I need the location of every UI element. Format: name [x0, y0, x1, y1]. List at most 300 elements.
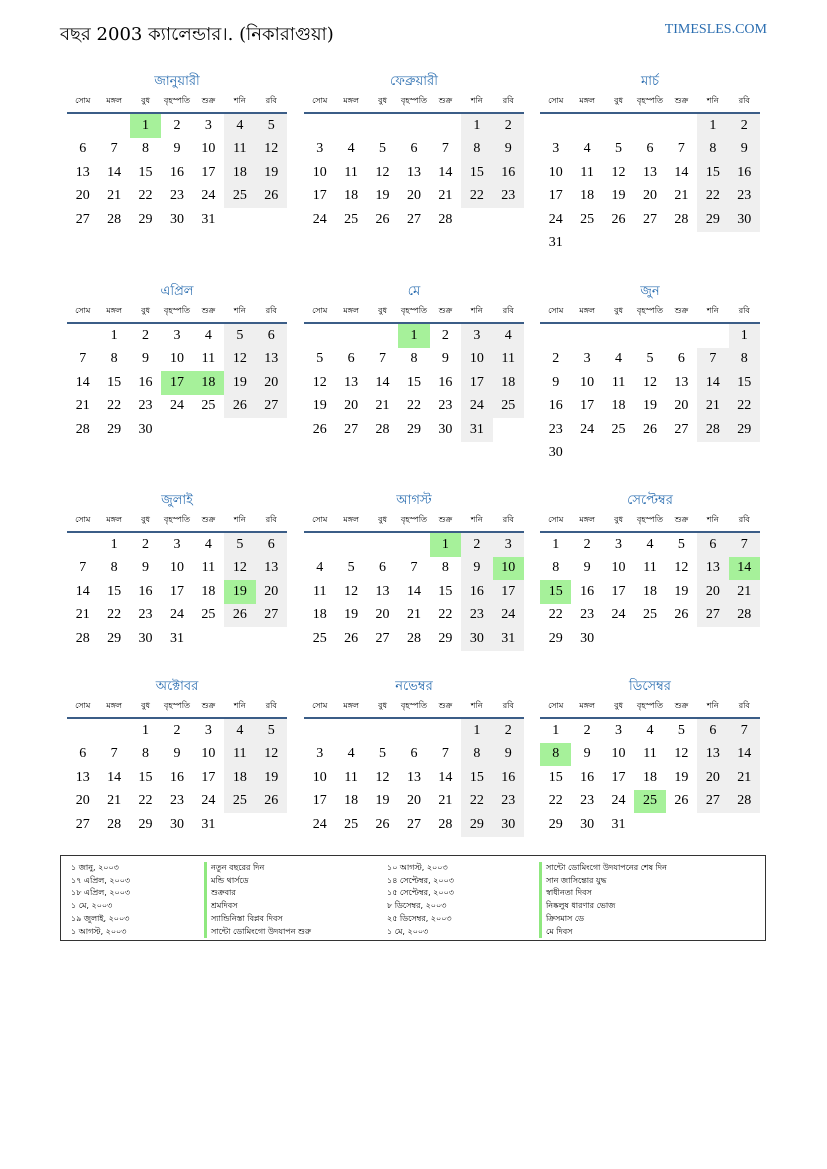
- day-cell: 29: [548, 630, 563, 646]
- month-grid: [304, 300, 524, 442]
- weekday-header: বুধ: [367, 90, 398, 113]
- day-cell: 6: [347, 351, 355, 367]
- weekday-header: শনি: [224, 90, 255, 113]
- day-cell: 18: [224, 766, 255, 790]
- day-cell: 4: [224, 718, 255, 743]
- week-row: [67, 557, 287, 581]
- day-cell: 19: [224, 371, 255, 395]
- day-cell: 10: [461, 348, 492, 372]
- month-1: [67, 72, 287, 232]
- week-row: [540, 604, 760, 628]
- day-cell: 10: [493, 557, 524, 581]
- weekday-header: রবি: [256, 695, 287, 718]
- empty-cell: [493, 418, 524, 442]
- week-row: [304, 348, 524, 372]
- day-cell: 8: [697, 138, 728, 162]
- page-title: বছর 2003 ক্যালেন্ডার।. (নিকারাগুয়া): [60, 24, 334, 45]
- day-cell: 25: [642, 607, 657, 623]
- day-cell: 30: [169, 211, 184, 227]
- weekday-header: মঙ্গল: [335, 695, 366, 718]
- weekday-header: মঙ্গল: [571, 300, 602, 323]
- day-cell: 7: [729, 532, 760, 557]
- week-row: [67, 790, 287, 814]
- weekday-header: বুধ: [603, 90, 634, 113]
- weekday-header: মঙ্গল: [98, 695, 129, 718]
- holiday-date: ৮ ডিসেম্বর, ২০০৩: [387, 901, 447, 911]
- day-cell: 20: [75, 188, 90, 204]
- week-row: [304, 743, 524, 767]
- day-cell: 13: [406, 769, 421, 785]
- weekday-header: বুধ: [367, 300, 398, 323]
- day-cell: 12: [256, 138, 287, 162]
- week-row: [304, 627, 524, 651]
- weekday-header: রবি: [493, 695, 524, 718]
- week-row: [540, 580, 760, 604]
- month-grid: [67, 90, 287, 232]
- week-row: [304, 395, 524, 419]
- day-cell: 15: [461, 766, 492, 790]
- week-row: [540, 557, 760, 581]
- day-cell: 3: [316, 141, 324, 157]
- empty-cell: [67, 323, 98, 348]
- day-cell: 31: [201, 816, 216, 832]
- day-cell: 21: [107, 188, 122, 204]
- day-cell: 14: [75, 374, 90, 390]
- holiday-name: নতুন বছরের দিন: [204, 862, 311, 875]
- day-cell: 11: [201, 560, 216, 576]
- empty-cell: [540, 323, 571, 348]
- day-cell: 1: [110, 327, 118, 343]
- day-cell: 17: [169, 583, 184, 599]
- weekday-header: বুধ: [130, 90, 161, 113]
- month-3: [540, 72, 760, 255]
- empty-cell: [729, 442, 760, 466]
- day-cell: 21: [375, 398, 390, 414]
- month-10: [67, 677, 287, 837]
- day-cell: 20: [344, 398, 359, 414]
- day-cell: 30: [729, 208, 760, 232]
- day-cell: 21: [438, 793, 453, 809]
- day-cell: 25: [224, 185, 255, 209]
- day-cell: 25: [611, 421, 626, 437]
- holiday-name: সান্টো ডোমিংগো উদযাপনের শেষ দিন: [539, 862, 667, 875]
- month-grid: [540, 300, 760, 465]
- empty-cell: [161, 418, 192, 442]
- week-row: [67, 395, 287, 419]
- day-cell: 7: [441, 746, 449, 762]
- weekday-header: বুধ: [130, 695, 161, 718]
- month-grid: [540, 90, 760, 255]
- day-cell: 16: [580, 769, 595, 785]
- day-cell: 18: [312, 607, 327, 623]
- day-cell: 1: [142, 722, 150, 738]
- day-cell: 31: [169, 630, 184, 646]
- weekday-header: বুধ: [603, 300, 634, 323]
- day-cell: 24: [461, 395, 492, 419]
- day-cell: 20: [406, 793, 421, 809]
- day-cell: 18: [580, 188, 595, 204]
- holiday-name: সান্টো ডোমিংগো উদযাপন শুরু: [204, 926, 311, 939]
- empty-cell: [729, 232, 760, 256]
- day-cell: 26: [224, 395, 255, 419]
- day-cell: 25: [580, 211, 595, 227]
- empty-cell: [697, 323, 728, 348]
- day-cell: 21: [438, 188, 453, 204]
- day-cell: 4: [204, 327, 212, 343]
- week-row: [540, 790, 760, 814]
- day-cell: 21: [729, 766, 760, 790]
- day-cell: 19: [674, 769, 689, 785]
- day-cell: 21: [729, 580, 760, 604]
- day-cell: 30: [493, 813, 524, 837]
- weekday-header: মঙ্গল: [571, 509, 602, 532]
- day-cell: 23: [438, 398, 453, 414]
- day-cell: 11: [493, 348, 524, 372]
- day-cell: 22: [461, 790, 492, 814]
- day-cell: 7: [441, 141, 449, 157]
- month-name: সেপ্টেম্বর: [627, 493, 673, 508]
- day-cell: 28: [406, 630, 421, 646]
- weekday-header: শুক্র: [193, 300, 224, 323]
- day-cell: 27: [697, 790, 728, 814]
- weekday-header: বৃহস্পতি: [398, 300, 429, 323]
- empty-cell: [98, 113, 129, 138]
- day-cell: 4: [646, 536, 654, 552]
- empty-cell: [256, 208, 287, 232]
- day-cell: 19: [256, 161, 287, 185]
- day-cell: 30: [548, 445, 563, 461]
- empty-cell: [697, 232, 728, 256]
- empty-cell: [666, 627, 697, 651]
- holiday-date: ১৮ এপ্রিল, ২০০৩: [71, 888, 131, 898]
- day-cell: 2: [583, 722, 591, 738]
- holiday-dates-col-1: [71, 862, 130, 938]
- empty-cell: [67, 718, 98, 743]
- empty-cell: [634, 232, 665, 256]
- day-cell: 3: [316, 746, 324, 762]
- week-row: [540, 113, 760, 138]
- day-cell: 12: [312, 374, 327, 390]
- day-cell: 8: [461, 138, 492, 162]
- day-cell: 4: [316, 560, 324, 576]
- day-cell: 20: [406, 188, 421, 204]
- day-cell: 23: [548, 421, 563, 437]
- week-row: [540, 208, 760, 232]
- day-cell: 21: [107, 793, 122, 809]
- day-cell: 20: [256, 371, 287, 395]
- holiday-date: ১ মে, ২০০৩: [387, 926, 429, 936]
- empty-cell: [697, 442, 728, 466]
- day-cell: 16: [493, 161, 524, 185]
- month-8: [304, 491, 524, 651]
- day-cell: 3: [493, 532, 524, 557]
- day-cell: 8: [540, 743, 571, 767]
- weekday-header: শনি: [224, 300, 255, 323]
- weekday-header: সোম: [540, 90, 571, 113]
- week-row: [67, 718, 287, 743]
- day-cell: 5: [224, 323, 255, 348]
- day-cell: 17: [493, 580, 524, 604]
- day-cell: 5: [677, 722, 685, 738]
- week-row: [304, 580, 524, 604]
- weekday-header: বৃহস্পতি: [398, 695, 429, 718]
- week-row: [304, 185, 524, 209]
- day-cell: 14: [438, 164, 453, 180]
- day-cell: 15: [138, 769, 153, 785]
- day-cell: 20: [674, 398, 689, 414]
- empty-cell: [461, 208, 492, 232]
- week-row: [540, 627, 760, 651]
- day-cell: 3: [461, 323, 492, 348]
- day-cell: 29: [138, 816, 153, 832]
- day-cell: 26: [642, 421, 657, 437]
- empty-cell: [666, 442, 697, 466]
- day-cell: 8: [410, 351, 418, 367]
- weekday-header: শুক্র: [430, 90, 461, 113]
- day-cell: 6: [697, 532, 728, 557]
- empty-cell: [430, 113, 461, 138]
- weekday-header: বৃহস্পতি: [161, 695, 192, 718]
- holiday-list: [60, 855, 766, 941]
- day-cell: 29: [438, 630, 453, 646]
- day-cell: 23: [493, 185, 524, 209]
- weekday-header: সোম: [67, 695, 98, 718]
- day-cell: 21: [697, 395, 728, 419]
- day-cell: 3: [615, 722, 623, 738]
- month-name: জুলাই: [161, 493, 193, 508]
- day-cell: 2: [173, 117, 181, 133]
- day-cell: 10: [169, 351, 184, 367]
- day-cell: 12: [375, 769, 390, 785]
- weekday-header: বুধ: [367, 695, 398, 718]
- day-cell: 13: [697, 743, 728, 767]
- day-cell: 28: [107, 816, 122, 832]
- day-cell: 1: [461, 718, 492, 743]
- empty-cell: [729, 627, 760, 651]
- holiday-name: মে দিবস: [539, 926, 667, 939]
- day-cell: 15: [438, 583, 453, 599]
- day-cell: 8: [461, 743, 492, 767]
- month-4: [67, 282, 287, 442]
- weekday-header: রবি: [493, 509, 524, 532]
- day-cell: 5: [256, 718, 287, 743]
- weekday-header: সোম: [304, 509, 335, 532]
- week-row: [540, 442, 760, 466]
- day-cell: 14: [107, 769, 122, 785]
- week-row: [540, 743, 760, 767]
- weekday-header: রবি: [493, 90, 524, 113]
- day-cell: 11: [344, 769, 358, 785]
- day-cell: 14: [375, 374, 390, 390]
- week-row: [540, 813, 760, 837]
- day-cell: 7: [110, 746, 118, 762]
- day-cell: 7: [379, 351, 387, 367]
- weekday-header: মঙ্গল: [335, 90, 366, 113]
- empty-cell: [697, 813, 728, 837]
- week-row: [304, 557, 524, 581]
- day-cell: 14: [729, 743, 760, 767]
- day-cell: 28: [75, 421, 90, 437]
- month-name: অক্টোবর: [155, 679, 199, 694]
- month-name: ফেব্রুয়ারী: [390, 74, 438, 89]
- empty-cell: [603, 323, 634, 348]
- day-cell: 28: [107, 211, 122, 227]
- day-cell: 12: [224, 348, 255, 372]
- day-cell: 23: [138, 607, 153, 623]
- day-cell: 14: [729, 557, 760, 581]
- empty-cell: [493, 208, 524, 232]
- empty-cell: [571, 442, 602, 466]
- empty-cell: [603, 113, 634, 138]
- empty-cell: [603, 442, 634, 466]
- day-cell: 9: [729, 138, 760, 162]
- weekday-header: বুধ: [130, 509, 161, 532]
- week-row: [304, 113, 524, 138]
- day-cell: 23: [169, 188, 184, 204]
- day-cell: 26: [611, 211, 626, 227]
- week-row: [540, 371, 760, 395]
- weekday-header: সোম: [67, 509, 98, 532]
- month-name: জানুয়ারী: [154, 74, 200, 89]
- day-cell: 29: [406, 421, 421, 437]
- week-row: [304, 371, 524, 395]
- week-row: [67, 813, 287, 837]
- weekday-header: মঙ্গল: [571, 695, 602, 718]
- day-cell: 25: [634, 790, 665, 814]
- day-cell: 26: [224, 604, 255, 628]
- empty-cell: [335, 113, 366, 138]
- day-cell: 19: [344, 607, 359, 623]
- day-cell: 17: [461, 371, 492, 395]
- day-cell: 25: [493, 395, 524, 419]
- day-cell: 2: [493, 113, 524, 138]
- day-cell: 4: [224, 113, 255, 138]
- day-cell: 25: [344, 816, 359, 832]
- weekday-header: বুধ: [603, 509, 634, 532]
- day-cell: 10: [611, 746, 626, 762]
- day-cell: 19: [256, 766, 287, 790]
- empty-cell: [335, 532, 366, 557]
- day-cell: 18: [493, 371, 524, 395]
- day-cell: 22: [138, 188, 153, 204]
- day-cell: 25: [201, 607, 216, 623]
- weekday-header: শনি: [461, 90, 492, 113]
- day-cell: 8: [729, 348, 760, 372]
- day-cell: 27: [375, 630, 390, 646]
- day-cell: 22: [729, 395, 760, 419]
- day-cell: 26: [256, 185, 287, 209]
- day-cell: 23: [138, 398, 153, 414]
- day-cell: 1: [398, 323, 429, 348]
- week-row: [304, 790, 524, 814]
- empty-cell: [666, 323, 697, 348]
- holiday-date: ১ মে, ২০০৩: [71, 901, 113, 911]
- day-cell: 1: [552, 536, 560, 552]
- site-link[interactable]: TIMESLES.COM: [664, 22, 767, 37]
- day-cell: 1: [430, 532, 461, 557]
- empty-cell: [634, 813, 665, 837]
- day-cell: 2: [493, 718, 524, 743]
- day-cell: 6: [646, 141, 654, 157]
- weekday-header: বৃহস্পতি: [634, 90, 665, 113]
- month-name: মার্চ: [640, 74, 659, 89]
- day-cell: 18: [642, 769, 657, 785]
- day-cell: 19: [224, 580, 255, 604]
- week-row: [67, 604, 287, 628]
- empty-cell: [634, 442, 665, 466]
- day-cell: 1: [461, 113, 492, 138]
- day-cell: 27: [256, 604, 287, 628]
- weekday-header: রবি: [729, 90, 760, 113]
- weekday-header: শনি: [461, 695, 492, 718]
- weekday-header: মঙ্গল: [335, 509, 366, 532]
- weekday-header: মঙ্গল: [571, 90, 602, 113]
- day-cell: 14: [107, 164, 122, 180]
- day-cell: 18: [642, 583, 657, 599]
- day-cell: 13: [256, 557, 287, 581]
- weekday-header: সোম: [67, 90, 98, 113]
- day-cell: 12: [375, 164, 390, 180]
- day-cell: 25: [344, 211, 359, 227]
- day-cell: 18: [611, 398, 626, 414]
- day-cell: 29: [138, 211, 153, 227]
- day-cell: 31: [461, 418, 492, 442]
- week-row: [540, 138, 760, 162]
- week-row: [67, 766, 287, 790]
- day-cell: 26: [344, 630, 359, 646]
- day-cell: 26: [674, 793, 689, 809]
- month-6: [540, 282, 760, 465]
- day-cell: 17: [161, 371, 192, 395]
- day-cell: 27: [256, 395, 287, 419]
- day-cell: 15: [540, 580, 571, 604]
- day-cell: 5: [646, 351, 654, 367]
- month-12: [540, 677, 760, 837]
- week-row: [304, 718, 524, 743]
- day-cell: 9: [493, 743, 524, 767]
- day-cell: 26: [375, 211, 390, 227]
- day-cell: 28: [438, 816, 453, 832]
- day-cell: 9: [583, 560, 591, 576]
- month-grid: [540, 695, 760, 837]
- weekday-header: রবি: [729, 695, 760, 718]
- month-name: আগস্ট: [396, 493, 432, 508]
- day-cell: 11: [643, 560, 657, 576]
- day-cell: 10: [169, 560, 184, 576]
- day-cell: 16: [138, 583, 153, 599]
- empty-cell: [540, 113, 571, 138]
- day-cell: 13: [375, 583, 390, 599]
- day-cell: 2: [729, 113, 760, 138]
- day-cell: 7: [110, 141, 118, 157]
- day-cell: 23: [493, 790, 524, 814]
- day-cell: 1: [697, 113, 728, 138]
- day-cell: 27: [697, 604, 728, 628]
- weekday-header: মঙ্গল: [335, 300, 366, 323]
- day-cell: 24: [201, 188, 216, 204]
- weekday-header: শুক্র: [666, 695, 697, 718]
- day-cell: 15: [461, 161, 492, 185]
- holiday-date: ১৯ জুলাই, ২০০৩: [71, 913, 130, 923]
- day-cell: 10: [548, 164, 563, 180]
- day-cell: 22: [138, 793, 153, 809]
- day-cell: 29: [461, 813, 492, 837]
- week-row: [67, 627, 287, 651]
- weekday-header: বুধ: [603, 695, 634, 718]
- day-cell: 20: [642, 188, 657, 204]
- week-row: [304, 138, 524, 162]
- day-cell: 12: [674, 746, 689, 762]
